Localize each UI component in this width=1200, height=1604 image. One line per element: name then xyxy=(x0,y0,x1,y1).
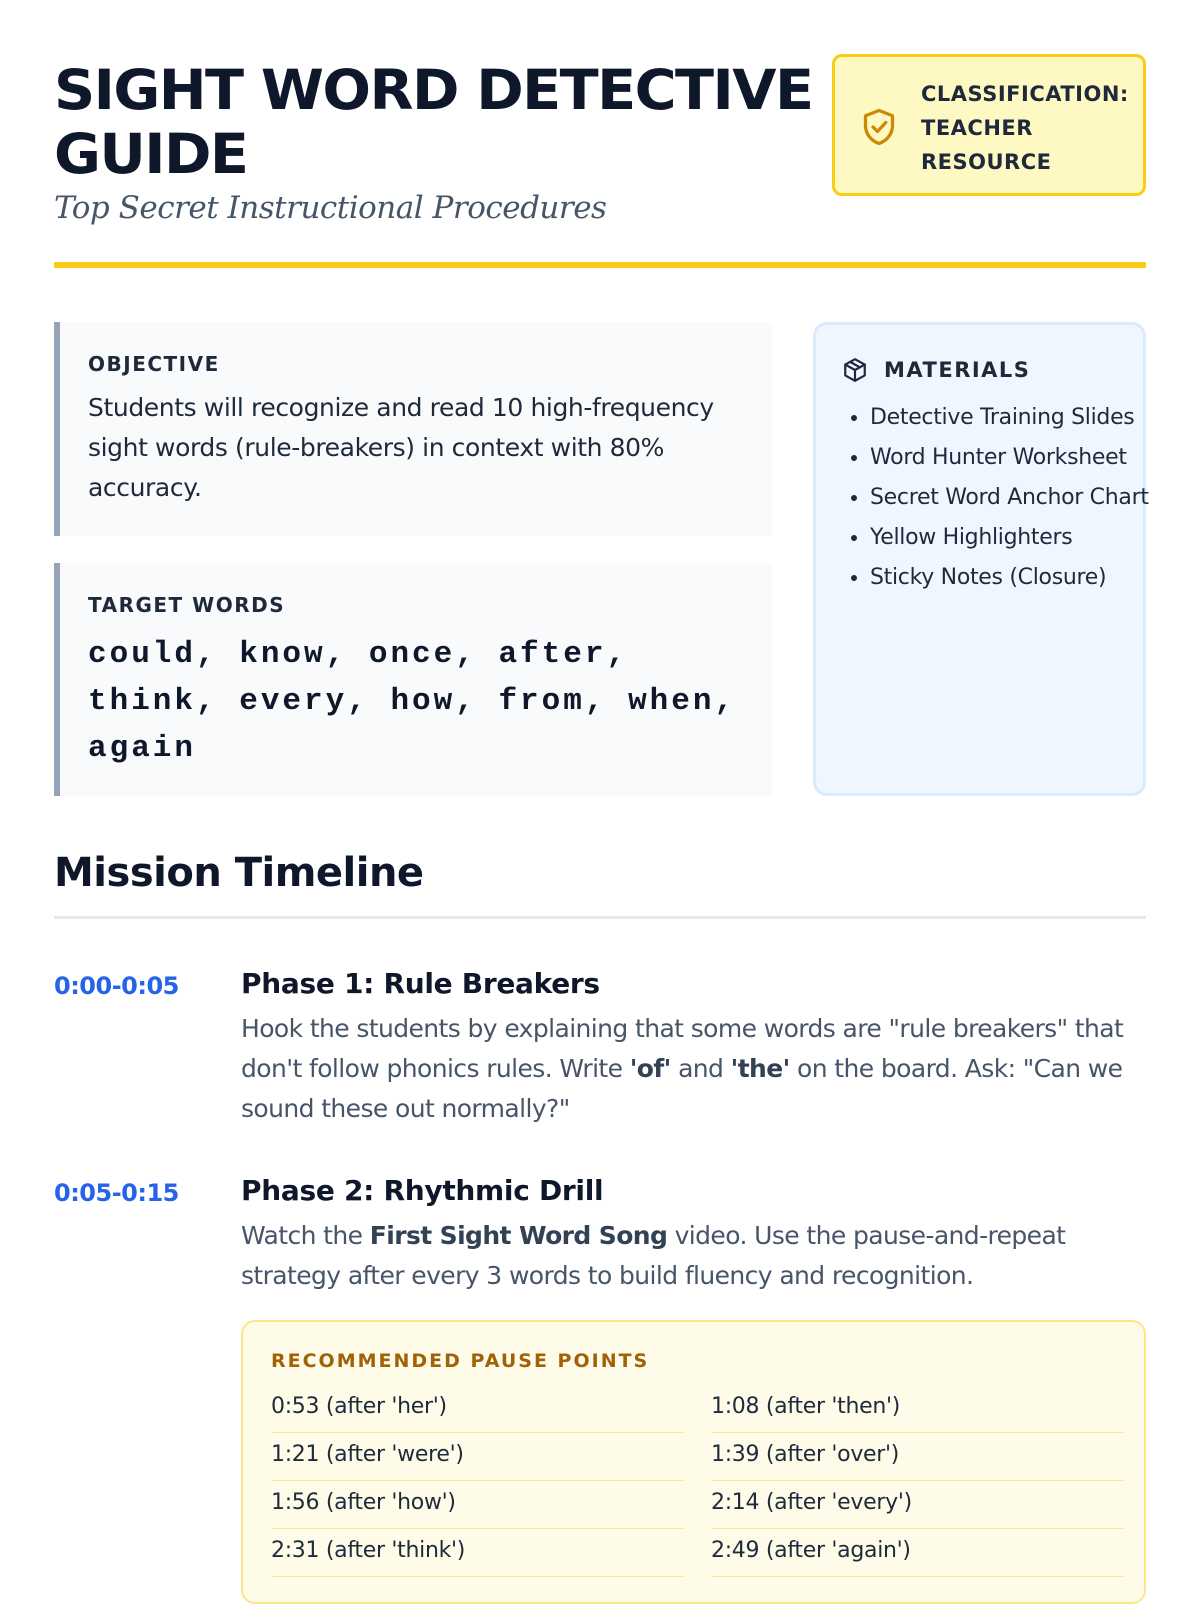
page-subtitle: Top Secret Instructional Procedures xyxy=(54,190,607,226)
pause-point: 1:56 (after 'how') xyxy=(271,1480,683,1529)
pause-point: 2:49 (after 'again') xyxy=(711,1528,1123,1577)
pause-point: 1:21 (after 'were') xyxy=(271,1432,683,1481)
classification-label: CLASSIFICATION: TEACHER RESOURCE xyxy=(921,82,1129,174)
target-words-list: could, know, once, after, think, every, how, from, when, again xyxy=(88,637,737,766)
phase-1-text: on the board. Ask: "Can we sound these out normally?" xyxy=(241,1054,1123,1123)
materials-item: • Sticky Notes (Closure) xyxy=(870,561,1150,594)
pause-point: 1:08 (after 'then') xyxy=(711,1384,1123,1433)
phase-1-word-of: 'of' xyxy=(629,1054,671,1083)
classification-badge xyxy=(832,54,1146,196)
pause-points-box xyxy=(241,1320,1146,1604)
materials-list xyxy=(842,401,1150,601)
page-title: SIGHT WORD DETECTIVE GUIDE xyxy=(54,58,813,186)
header xyxy=(54,52,1146,270)
materials-item: • Secret Word Anchor Chart xyxy=(870,481,1150,514)
target-words-card xyxy=(54,563,772,796)
materials-item: • Yellow Highlighters xyxy=(870,521,1150,554)
phase-1-text: Hook the students by explaining that some words are "rule breakers" that don't follow phonics rules. Write xyxy=(241,1014,1124,1083)
phase-2-text: Watch the xyxy=(241,1221,370,1250)
phase-1-description xyxy=(241,1009,1141,1129)
materials-heading: MATERIALS xyxy=(884,358,1031,382)
header-divider xyxy=(54,262,1146,268)
materials-item: • Detective Training Slides xyxy=(870,401,1150,434)
phase-1-word-the: 'the' xyxy=(730,1054,790,1083)
phase-1-text: and xyxy=(670,1054,731,1083)
phase-1-time: 0:00-0:05 xyxy=(54,972,179,1000)
objective-card xyxy=(54,322,772,536)
objective-text: Students will recognize and read 10 high-frequency sight words (rule-breakers) in context with 80% accuracy. xyxy=(88,393,714,502)
shield-check-icon xyxy=(861,107,897,147)
pause-point: 2:14 (after 'every') xyxy=(711,1480,1123,1529)
package-icon xyxy=(842,357,868,383)
pause-points-heading: RECOMMENDED PAUSE POINTS xyxy=(271,1350,650,1372)
objective-heading: OBJECTIVE xyxy=(88,352,220,376)
phase-2-video-title: First Sight Word Song xyxy=(369,1221,668,1250)
materials-card xyxy=(813,322,1149,796)
timeline-title: Mission Timeline xyxy=(54,850,424,896)
target-words-heading: TARGET WORDS xyxy=(88,593,286,617)
timeline-divider xyxy=(54,916,1146,919)
phase-2-description xyxy=(241,1216,1141,1296)
pause-point: 0:53 (after 'her') xyxy=(271,1384,683,1433)
phase-2-text: video. Use the pause-and-repeat strategy after every 3 words to build fluency and recognition. xyxy=(241,1221,1066,1290)
materials-item: • Word Hunter Worksheet xyxy=(870,441,1150,474)
phase-2-title: Phase 2: Rhythmic Drill xyxy=(241,1174,604,1207)
phase-1-title: Phase 1: Rule Breakers xyxy=(241,967,600,1000)
pause-point: 1:39 (after 'over') xyxy=(711,1432,1123,1481)
pause-point: 2:31 (after 'think') xyxy=(271,1528,683,1577)
phase-2-time: 0:05-0:15 xyxy=(54,1179,179,1207)
